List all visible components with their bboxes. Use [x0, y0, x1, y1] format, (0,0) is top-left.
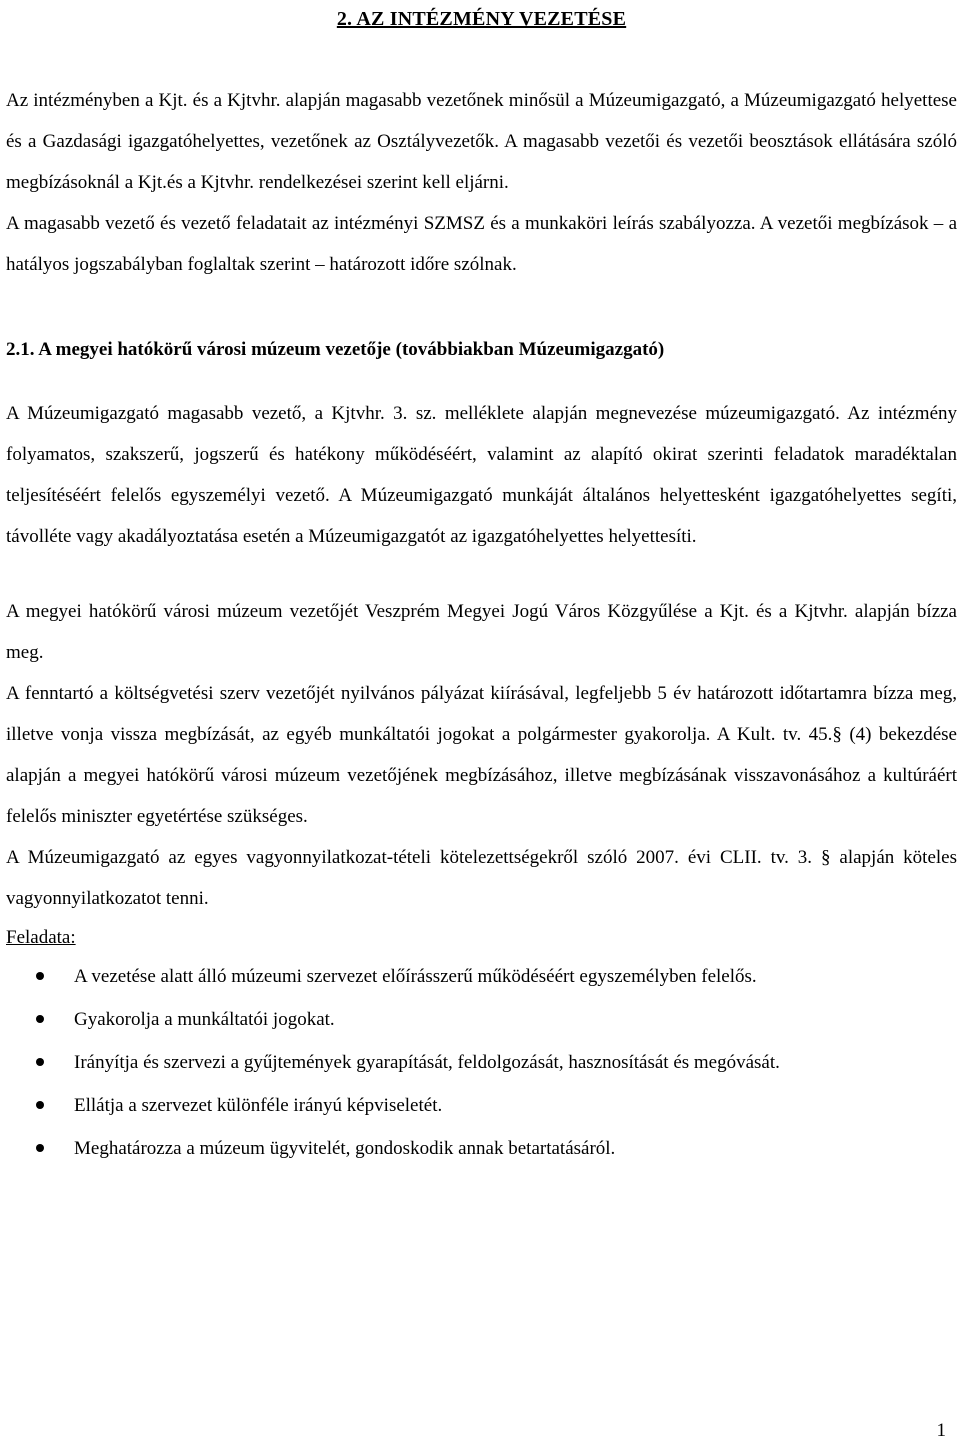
- section-heading: 2.1. A megyei hatókörű városi múzeum vezetője (továbbiakban Múzeumigazgató): [6, 339, 665, 360]
- list-item-text: Irányítja és szervezi a gyűjtemények gyarapítását, feldolgozását, hasznosítását és megóvását.: [74, 1052, 780, 1073]
- list-item: [6, 955, 957, 998]
- tasks-list: [6, 955, 957, 1170]
- bullet-icon: [36, 972, 44, 980]
- section-paragraph-1: A Múzeumigazgató magasabb vezető, a Kjtvhr. 3. sz. melléklete alapján megnevezése múzeumigazgató. Az intézmény folyamatos, szakszerű, jogszerű és hatékony működéséért, valamint az alapító okirat szerinti feladatok maradéktalan teljesítéséért felelős egyszemélyi vezető. A Múzeumigazgató munkáját általános helyettesként igazgatóhelyettes segíti, távolléte vagy akadályoztatása esetén a Múzeumigazgatót az igazgatóhelyettes helyettesíti.: [6, 403, 957, 547]
- list-item: [6, 1041, 957, 1084]
- document-page: [6, 0, 957, 1170]
- list-item: [6, 998, 957, 1041]
- list-item-text: Meghatározza a múzeum ügyvitelét, gondoskodik annak betartatásáról.: [74, 1138, 616, 1159]
- list-item-text: A vezetése alatt álló múzeumi szervezet előírásszerű működéséért egyszemélyben felelős.: [74, 966, 757, 987]
- list-item: [6, 1084, 957, 1127]
- section-paragraph-4: A Múzeumigazgató az egyes vagyonnyilatkozat-tételi kötelezettségekről szóló 2007. évi CLII. tv. 3. § alapján köteles vagyonnyilatkozatot tenni.: [6, 847, 957, 909]
- intro-paragraph-2: A magasabb vezető és vezető feladatait az intézményi SZMSZ és a munkaköri leírás szabályozza. A vezetői megbízások – a hatályos jogszabályban foglaltak szerint – határozott időre szólnak.: [6, 213, 957, 275]
- list-item: [6, 1127, 957, 1170]
- bullet-icon: [36, 1058, 44, 1066]
- list-item-text: Gyakorolja a munkáltatói jogokat.: [74, 1009, 335, 1030]
- section-paragraph-3: A fenntartó a költségvetési szerv vezetőjét nyilvános pályázat kiírásával, legfeljebb 5 év határozott időtartamra bízza meg, illetve vonja vissza megbízását, az egyéb munkáltatói jogokat a polgármester gyakorolja. A Kult. tv. 45.§ (4) bekezdése alapján a megyei hatókörű városi múzeum vezetőjének megbízásához, illetve megbízásának visszavonásához a kultúráért felelős miniszter egyetértése szükséges.: [6, 683, 957, 827]
- list-item-text: Ellátja a szervezet különféle irányú képviseletét.: [74, 1095, 443, 1116]
- tasks-label: Feladata:: [6, 927, 76, 948]
- bullet-icon: [36, 1101, 44, 1109]
- page-number: 1: [936, 1420, 946, 1441]
- page-title: 2. AZ INTÉZMÉNY VEZETÉSE: [336, 8, 627, 30]
- section-paragraph-2: A megyei hatókörű városi múzeum vezetőjét Veszprém Megyei Jogú Város Közgyűlése a Kjt. és a Kjtvhr. alapján bízza meg.: [6, 601, 957, 663]
- bullet-icon: [36, 1015, 44, 1023]
- intro-paragraph-1: Az intézményben a Kjt. és a Kjtvhr. alapján magasabb vezetőnek minősül a Múzeumigazgató, a Múzeumigazgató helyettese és a Gazdasági igazgatóhelyettes, vezetőnek az Osztályvezetők. A magasabb vezetői és vezetői beosztások ellátására szóló megbízásoknál a Kjt.és a Kjtvhr. rendelkezései szerint kell eljárni.: [6, 90, 957, 193]
- bullet-icon: [36, 1144, 44, 1152]
